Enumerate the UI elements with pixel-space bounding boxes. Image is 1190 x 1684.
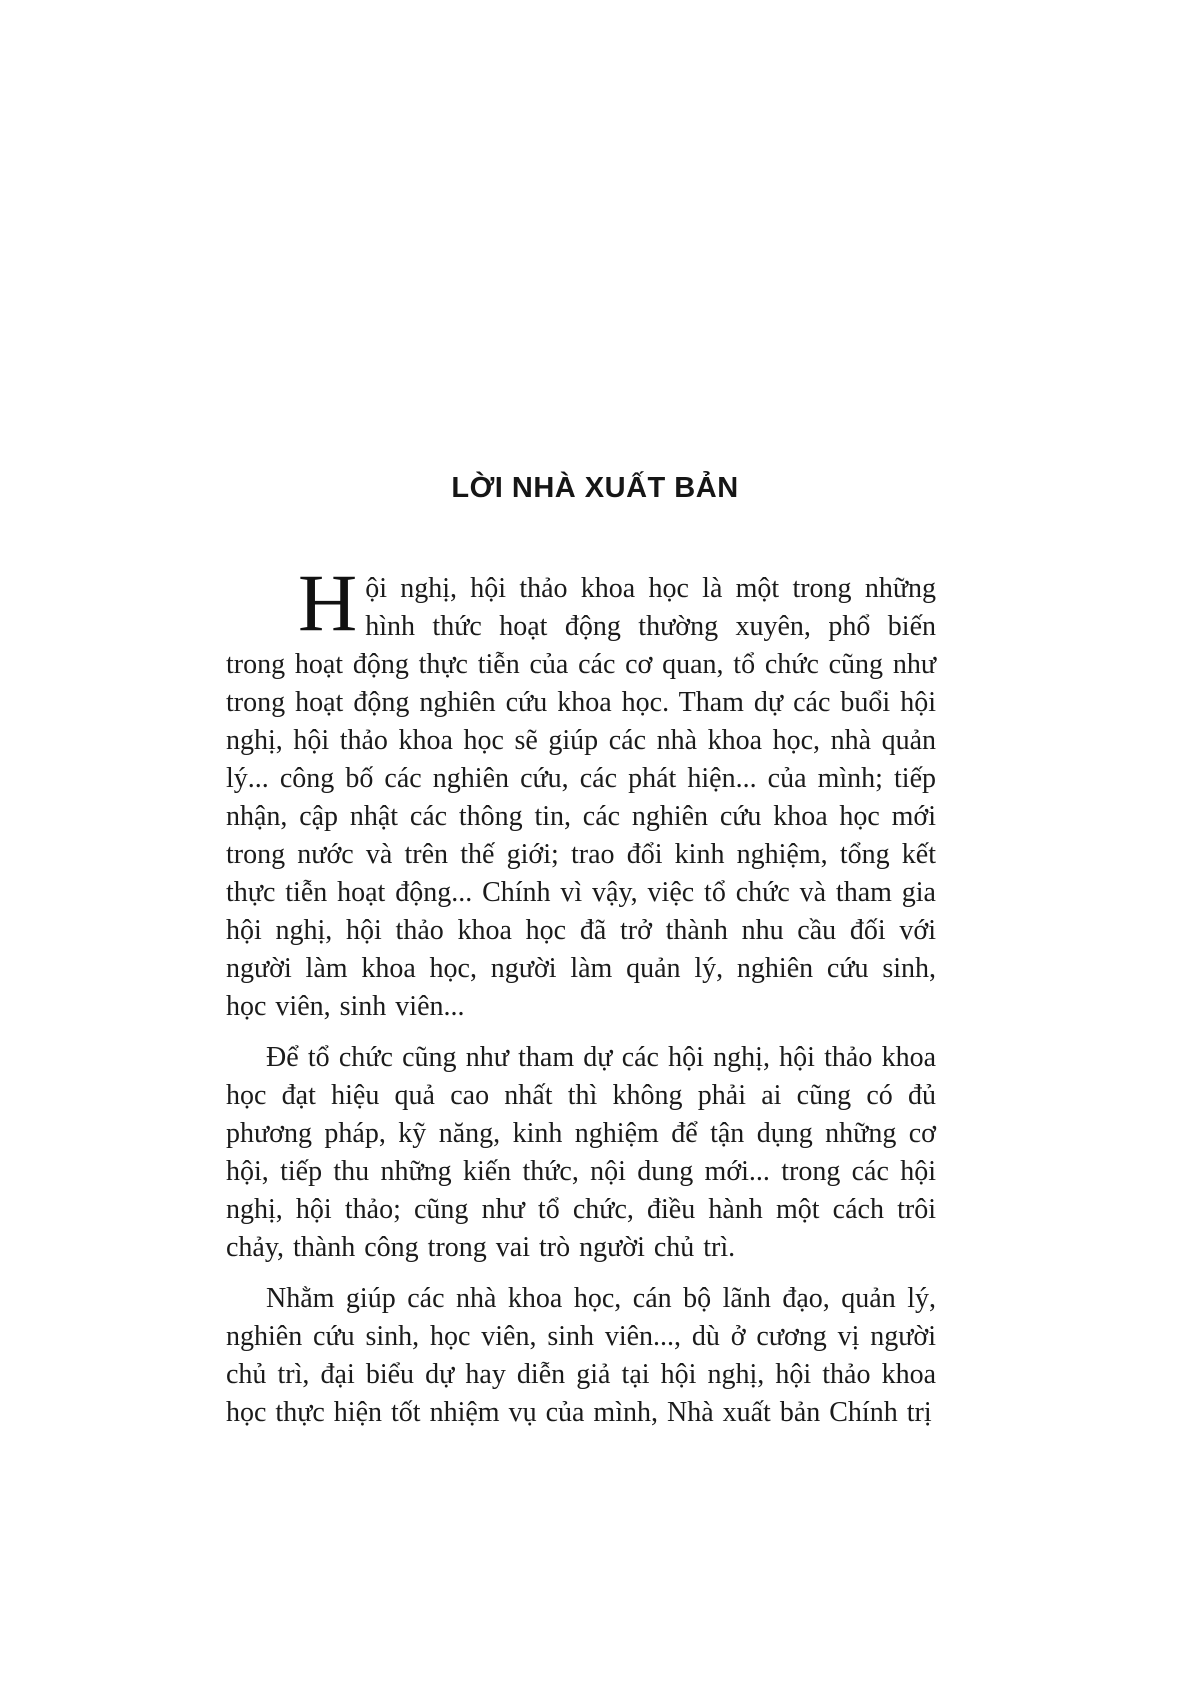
paragraph-opening bbox=[226, 557, 936, 1026]
paragraph-third: Nhằm giúp các nhà khoa học, cán bộ lãnh đạo, quản lý, nghiên cứu sinh, học viên, sinh viên..., dù ở cương vị người chủ trì, đại biểu dự hay diễn giả tại hội nghị, hội thảo khoa học thực hiện tốt nhiệm vụ của mình, Nhà xuất bản Chính trị bbox=[226, 1283, 936, 1428]
drop-cap-letter: H bbox=[298, 557, 358, 648]
paragraph-opening-text: ội nghị, hội thảo khoa học là một trong những hình thức hoạt động thường xuyên, phổ biến trong hoạt động thực tiễn của các cơ quan, tổ chức cũng như trong hoạt động nghiên cứu khoa học. Tham dự các buổi hội nghị, hội thảo khoa học sẽ giúp các nhà khoa học, nhà quản lý... công bố các nghiên cứu, các phát hiện... của mình; tiếp nhận, cập nhật các thông tin, các nghiên cứu khoa học mới trong nước và trên thế giới; trao đổi kinh nghiệm, tổng kết thực tiễn hoạt động... Chính vì vậy, việc tổ chức và tham gia hội nghị, hội thảo khoa học đã trở thành nhu cầu đối với người làm khoa học, người làm quản lý, nghiên cứu sinh, học viên, sinh viên... bbox=[226, 573, 936, 1022]
page-title: LỜI NHÀ XUẤT BẢN bbox=[451, 472, 739, 504]
paragraph-second: Để tổ chức cũng như tham dự các hội nghị, hội thảo khoa học đạt hiệu quả cao nhất thì không phải ai cũng có đủ phương pháp, kỹ năng, kinh nghiệm để tận dụng những cơ hội, tiếp thu những kiến thức, nội dung mới... trong các hội nghị, hội thảo; cũng như tổ chức, điều hành một cách trôi chảy, thành công trong vai trò người chủ trì. bbox=[226, 1042, 936, 1263]
text-block bbox=[226, 557, 936, 1445]
